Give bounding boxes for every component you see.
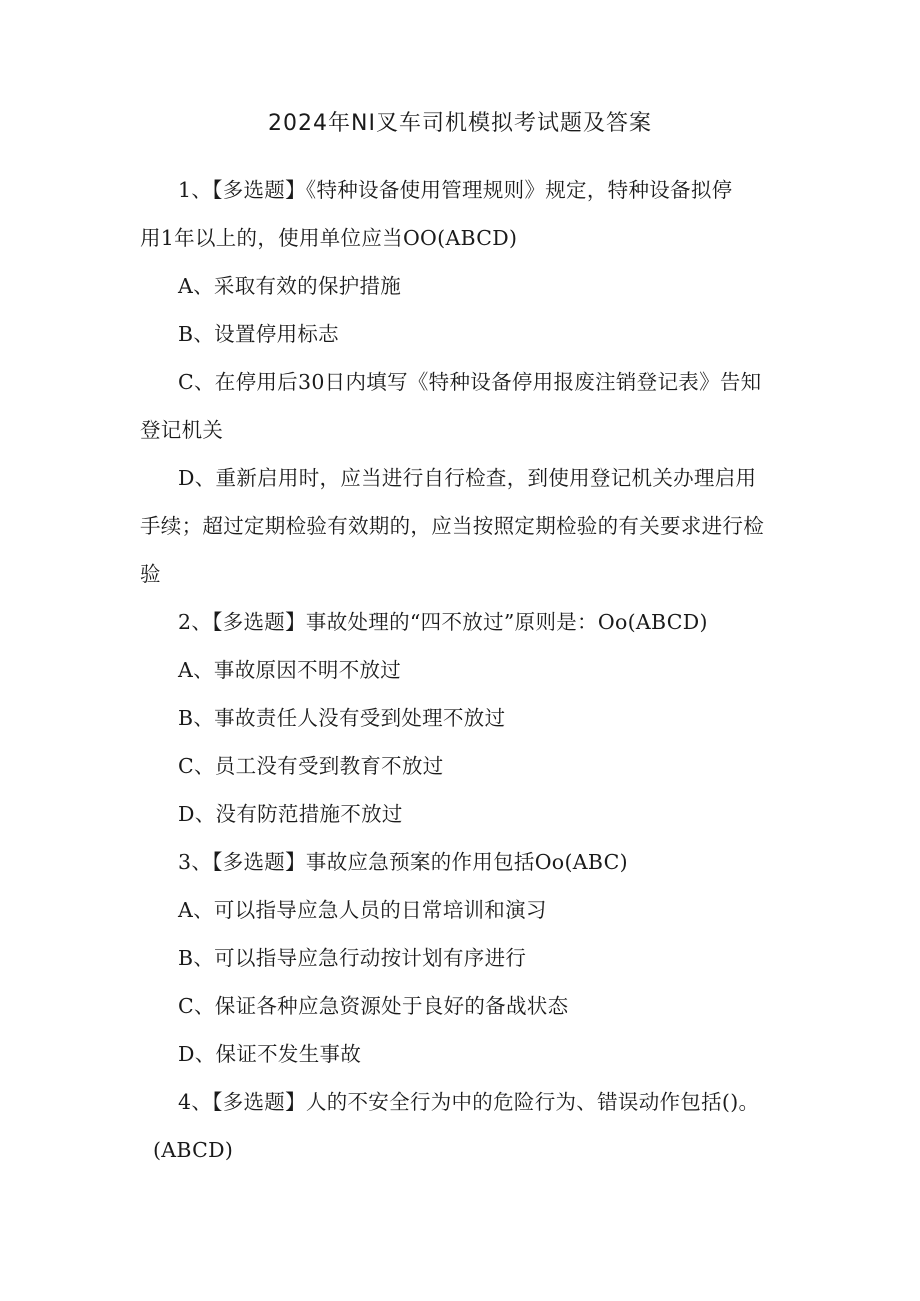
option-c: C、保证各种应急资源处于良好的备战状态 bbox=[178, 994, 569, 1018]
question-text-line: 2、【多选题】事故处理的“四不放过”原则是：Oo(ABCD) bbox=[178, 610, 708, 634]
option-d-continuation: 手续；超过定期检验有效期的，应当按照定期检验的有关要求进行检 bbox=[140, 514, 764, 538]
option-a: A、事故原因不明不放过 bbox=[178, 658, 402, 682]
question-3 bbox=[140, 838, 790, 1078]
option-a: A、可以指导应急人员的日常培训和演习 bbox=[178, 898, 547, 922]
option-a: A、采取有效的保护措施 bbox=[178, 274, 402, 298]
document-title: 2024年NI叉车司机模拟考试题及答案 bbox=[268, 111, 652, 136]
option-b: B、设置停用标志 bbox=[178, 322, 339, 346]
document-body bbox=[140, 166, 790, 1174]
question-text-line: 4、【多选题】人的不安全行为中的危险行为、错误动作包括()。 bbox=[178, 1090, 760, 1114]
option-d-continuation: 验 bbox=[140, 562, 161, 586]
question-text-line: 用1年以上的，使用单位应当OO(ABCD) bbox=[140, 226, 518, 250]
option-c: C、在停用后30日内填写《特种设备停用报废注销登记表》告知 bbox=[178, 370, 762, 394]
option-d: D、没有防范措施不放过 bbox=[178, 802, 403, 826]
option-b: B、可以指导应急行动按计划有序进行 bbox=[178, 946, 527, 970]
option-c-continuation: 登记机关 bbox=[140, 418, 224, 442]
option-d: D、重新启用时，应当进行自行检查，到使用登记机关办理启用 bbox=[178, 466, 757, 490]
question-2 bbox=[140, 598, 790, 838]
option-c: C、员工没有受到教育不放过 bbox=[178, 754, 444, 778]
option-b: B、事故责任人没有受到处理不放过 bbox=[178, 706, 506, 730]
question-text-line: 1、【多选题】《特种设备使用管理规则》规定，特种设备拟停 bbox=[178, 178, 733, 202]
question-text-line: (ABCD) bbox=[153, 1138, 234, 1162]
question-1 bbox=[140, 166, 790, 598]
question-text-line: 3、【多选题】事故应急预案的作用包括Oo(ABC) bbox=[178, 850, 628, 874]
option-d: D、保证不发生事故 bbox=[178, 1042, 362, 1066]
question-4 bbox=[140, 1078, 790, 1174]
